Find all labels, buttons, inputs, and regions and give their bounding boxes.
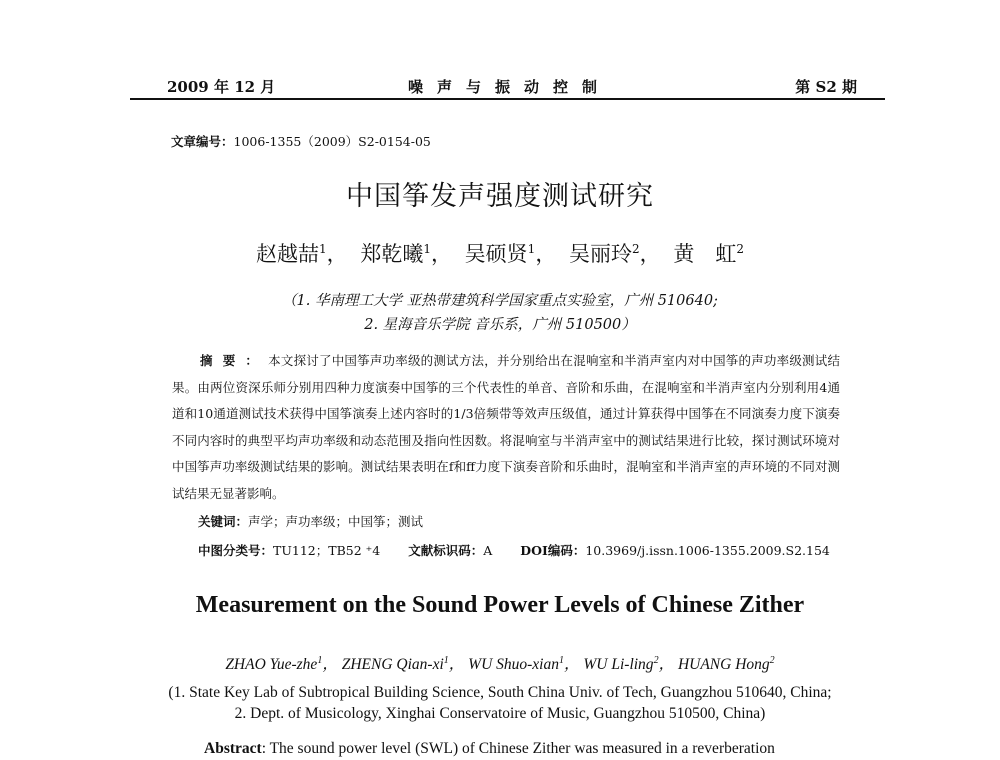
author-name: WU Shuo-xian: [468, 656, 559, 673]
article-number: [171, 132, 431, 150]
author-cn: [256, 242, 354, 266]
abstract-text: 本文探讨了中国筝声功率级的测试方法，并分别给出在混响室和半消声室内对中国筝的声功率级测试结果。由两位资深乐师分别用四种力度演奏中国筝的三个代表性的单音、音阶和乐曲，在混响室和半消声室内分别利用4通道和10通道测试技术获得中国筝演奏上述内容时的1/3倍频带等效声压级值，通过计算获得中国筝在不同演奏力度下演奏不同内容时的典型平均声功率级和动态范围及指向性因数。将混响室与半消声室中的测试结果进行比较，探讨测试环境对中国筝声功率级测试结果的影响。测试结果表明在f和ff力度下演奏音阶和乐曲时，混响室和半消声室的声环境的不同对测试结果无显著影响。: [172, 353, 840, 501]
author-separator: ，: [448, 656, 469, 673]
clc-label: 中图分类号：: [198, 543, 274, 558]
chinese-affiliation-2: 2. 星海音乐学院 音乐系，广州 510500）: [364, 317, 636, 333]
author-name: 吴硕贤: [464, 242, 528, 266]
keywords-label: 关键词：: [198, 514, 249, 529]
author-affil-mark: 1: [319, 242, 327, 256]
author-affil-mark: 1: [317, 654, 323, 666]
classification-line: [198, 541, 830, 559]
english-abstract: [204, 740, 775, 758]
author-en: [678, 656, 775, 673]
author-affil-mark: 1: [558, 654, 564, 666]
author-separator: ，: [535, 242, 557, 266]
article-number-value: 1006-1355（2009）S2-0154-05: [233, 134, 431, 149]
author-separator: ，: [639, 242, 661, 266]
doc-code-value: A: [483, 543, 493, 558]
author-affil-mark: 2: [769, 654, 775, 666]
keywords-value: 声学；声功率级；中国筝；测试: [248, 514, 424, 529]
journal-name: 噪声与振动控制: [407, 78, 611, 96]
doi-label: DOI编码：: [520, 543, 586, 558]
author-name: 赵越喆: [256, 242, 320, 266]
author-en: [342, 656, 468, 673]
author-cn: [465, 242, 563, 266]
chinese-title: 中国筝发声强度测试研究: [346, 181, 654, 212]
author-separator: ，: [322, 656, 342, 673]
author-affil-mark: 1: [527, 242, 536, 256]
abstract-label: Abstract: [204, 740, 262, 757]
doi-value: 10.3969/j.issn.1006-1355.2009.S2.154: [585, 543, 830, 558]
doc-code-label: 文献标识码：: [408, 543, 484, 558]
article-number-label: 文章编号：: [171, 134, 234, 149]
english-affiliation-2: 2. Dept. of Musicology, Xinghai Conservatoire of Music, Guangzhou 510500, China): [234, 705, 766, 722]
author-en: [225, 656, 341, 673]
author-en: [468, 656, 583, 673]
author-separator: ，: [658, 656, 678, 673]
chinese-keywords: [198, 512, 423, 530]
author-affil-mark: 1: [423, 242, 431, 256]
abstract-label: 摘要：: [200, 353, 269, 368]
header-rule: [130, 98, 885, 100]
author-name: ZHAO Yue-zhe: [225, 656, 318, 673]
author-name: ZHENG Qian-xi: [341, 656, 444, 673]
english-title: Measurement on the Sound Power Levels of Chinese Zither: [195, 592, 805, 618]
author-affil-mark: 2: [653, 654, 659, 666]
author-separator: ，: [326, 242, 348, 266]
chinese-affiliation-1: （1. 华南理工大学 亚热带建筑科学国家重点实验室，广州 510640;: [282, 293, 718, 309]
author-separator: ，: [430, 242, 452, 266]
issue-number: 第 S2 期: [795, 78, 857, 96]
english-authors: [0, 652, 1000, 674]
chinese-authors: [0, 238, 1000, 268]
abstract-text: : The sound power level (SWL) of Chinese Zither was measured in a reverberation: [261, 740, 775, 757]
author-cn: [569, 242, 667, 266]
author-name: 郑乾曦: [360, 242, 424, 266]
clc-value: TU112；TB52 ⁺4: [273, 543, 381, 558]
author-cn: [360, 242, 458, 266]
running-header: [137, 76, 882, 98]
header-date: 2009 年 12 月: [167, 78, 276, 96]
chinese-abstract: [172, 348, 840, 507]
author-affil-mark: 2: [736, 242, 744, 256]
author-name: 黄 虹: [673, 242, 737, 266]
author-name: WU Li-ling: [583, 656, 654, 673]
author-cn: [673, 242, 744, 266]
author-affil-mark: 2: [632, 242, 640, 256]
author-affil-mark: 1: [443, 654, 449, 666]
author-separator: ，: [563, 656, 584, 673]
author-name: 吴丽玲: [569, 242, 632, 266]
english-affiliation-1: (1. State Key Lab of Subtropical Building Science, South China Univ. of Tech, Guangzhou 510640, China;: [168, 684, 832, 701]
author-en: [583, 656, 678, 673]
author-name: HUANG Hong: [677, 656, 770, 673]
